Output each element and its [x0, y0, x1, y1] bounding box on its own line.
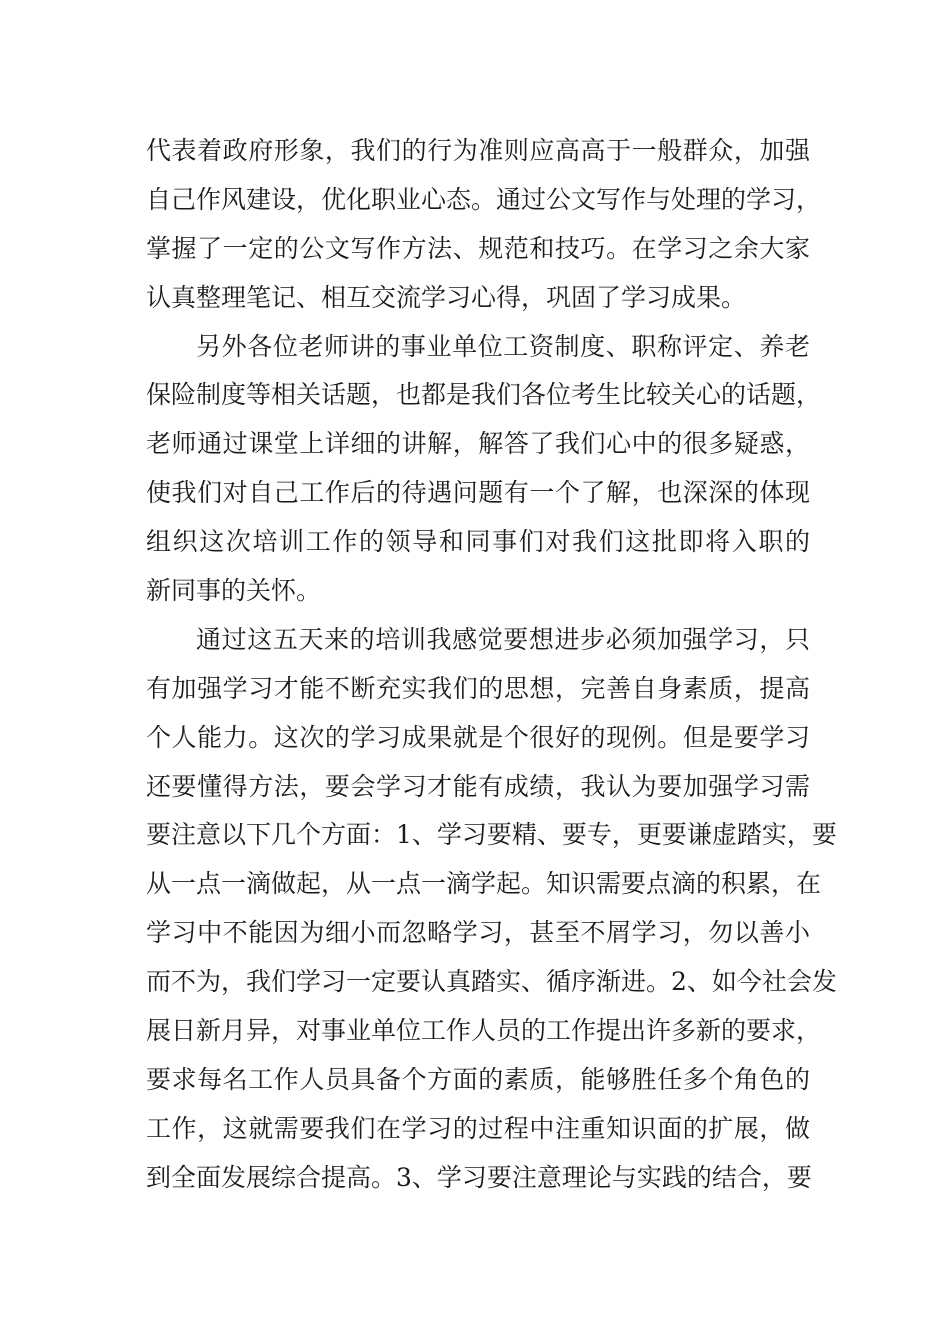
text-line: 展日新月异，对事业单位工作人员的工作提出许多新的要求，	[146, 1016, 822, 1046]
text-line: 从一点一滴做起，从一点一滴学起。知识需要点滴的积累，在	[146, 869, 822, 899]
text-line: 还要懂得方法，要会学习才能有成绩，我认为要加强学习需	[146, 771, 810, 801]
text-line: 工作，这就需要我们在学习的过程中注重知识面的扩展，做	[146, 1113, 810, 1143]
text-line: 保险制度等相关话题，也都是我们各位考生比较关心的话题，	[146, 380, 822, 410]
text-line: 要注意以下几个方面：1、学习要精、要专，更要谦虚踏实，要	[146, 820, 837, 850]
text-line: 学习中不能因为细小而忽略学习，甚至不屑学习，勿以善小	[146, 918, 810, 948]
text-line: 组织这次培训工作的领导和同事们对我们这批即将入职的	[146, 527, 810, 557]
text-line: 而不为，我们学习一定要认真踏实、循序渐进。2、如今社会发	[146, 967, 837, 997]
body-text	[146, 127, 837, 1203]
text-line: 代表着政府形象，我们的行为准则应高高于一般群众，加强	[146, 136, 810, 165]
text-line: 要求每名工作人员具备个方面的素质，能够胜任多个角色的	[146, 1064, 810, 1094]
text-line: 通过这五天来的培训我感觉要想进步必须加强学习，只	[196, 624, 810, 654]
text-line: 新同事的关怀。	[146, 576, 322, 606]
text-line: 掌握了一定的公文写作方法、规范和技巧。在学习之余大家	[146, 233, 810, 263]
text-line: 另外各位老师讲的事业单位工资制度、职称评定、养老	[196, 331, 810, 361]
text-line: 个人能力。这次的学习成果就是个很好的现例。但是要学习	[146, 722, 810, 752]
text-line: 老师通过课堂上详细的讲解，解答了我们心中的很多疑惑，	[146, 429, 810, 459]
text-line: 认真整理笔记、相互交流学习心得，巩固了学习成果。	[146, 282, 747, 312]
text-line: 到全面发展综合提高。3、学习要注意理论与实践的结合，要	[146, 1162, 812, 1192]
text-line: 使我们对自己工作后的待遇问题有一个了解，也深深的体现	[146, 478, 810, 508]
text-line: 有加强学习才能不断充实我们的思想，完善自身素质，提高	[146, 673, 810, 703]
text-line: 自己作风建设，优化职业心态。通过公文写作与处理的学习，	[146, 184, 822, 214]
